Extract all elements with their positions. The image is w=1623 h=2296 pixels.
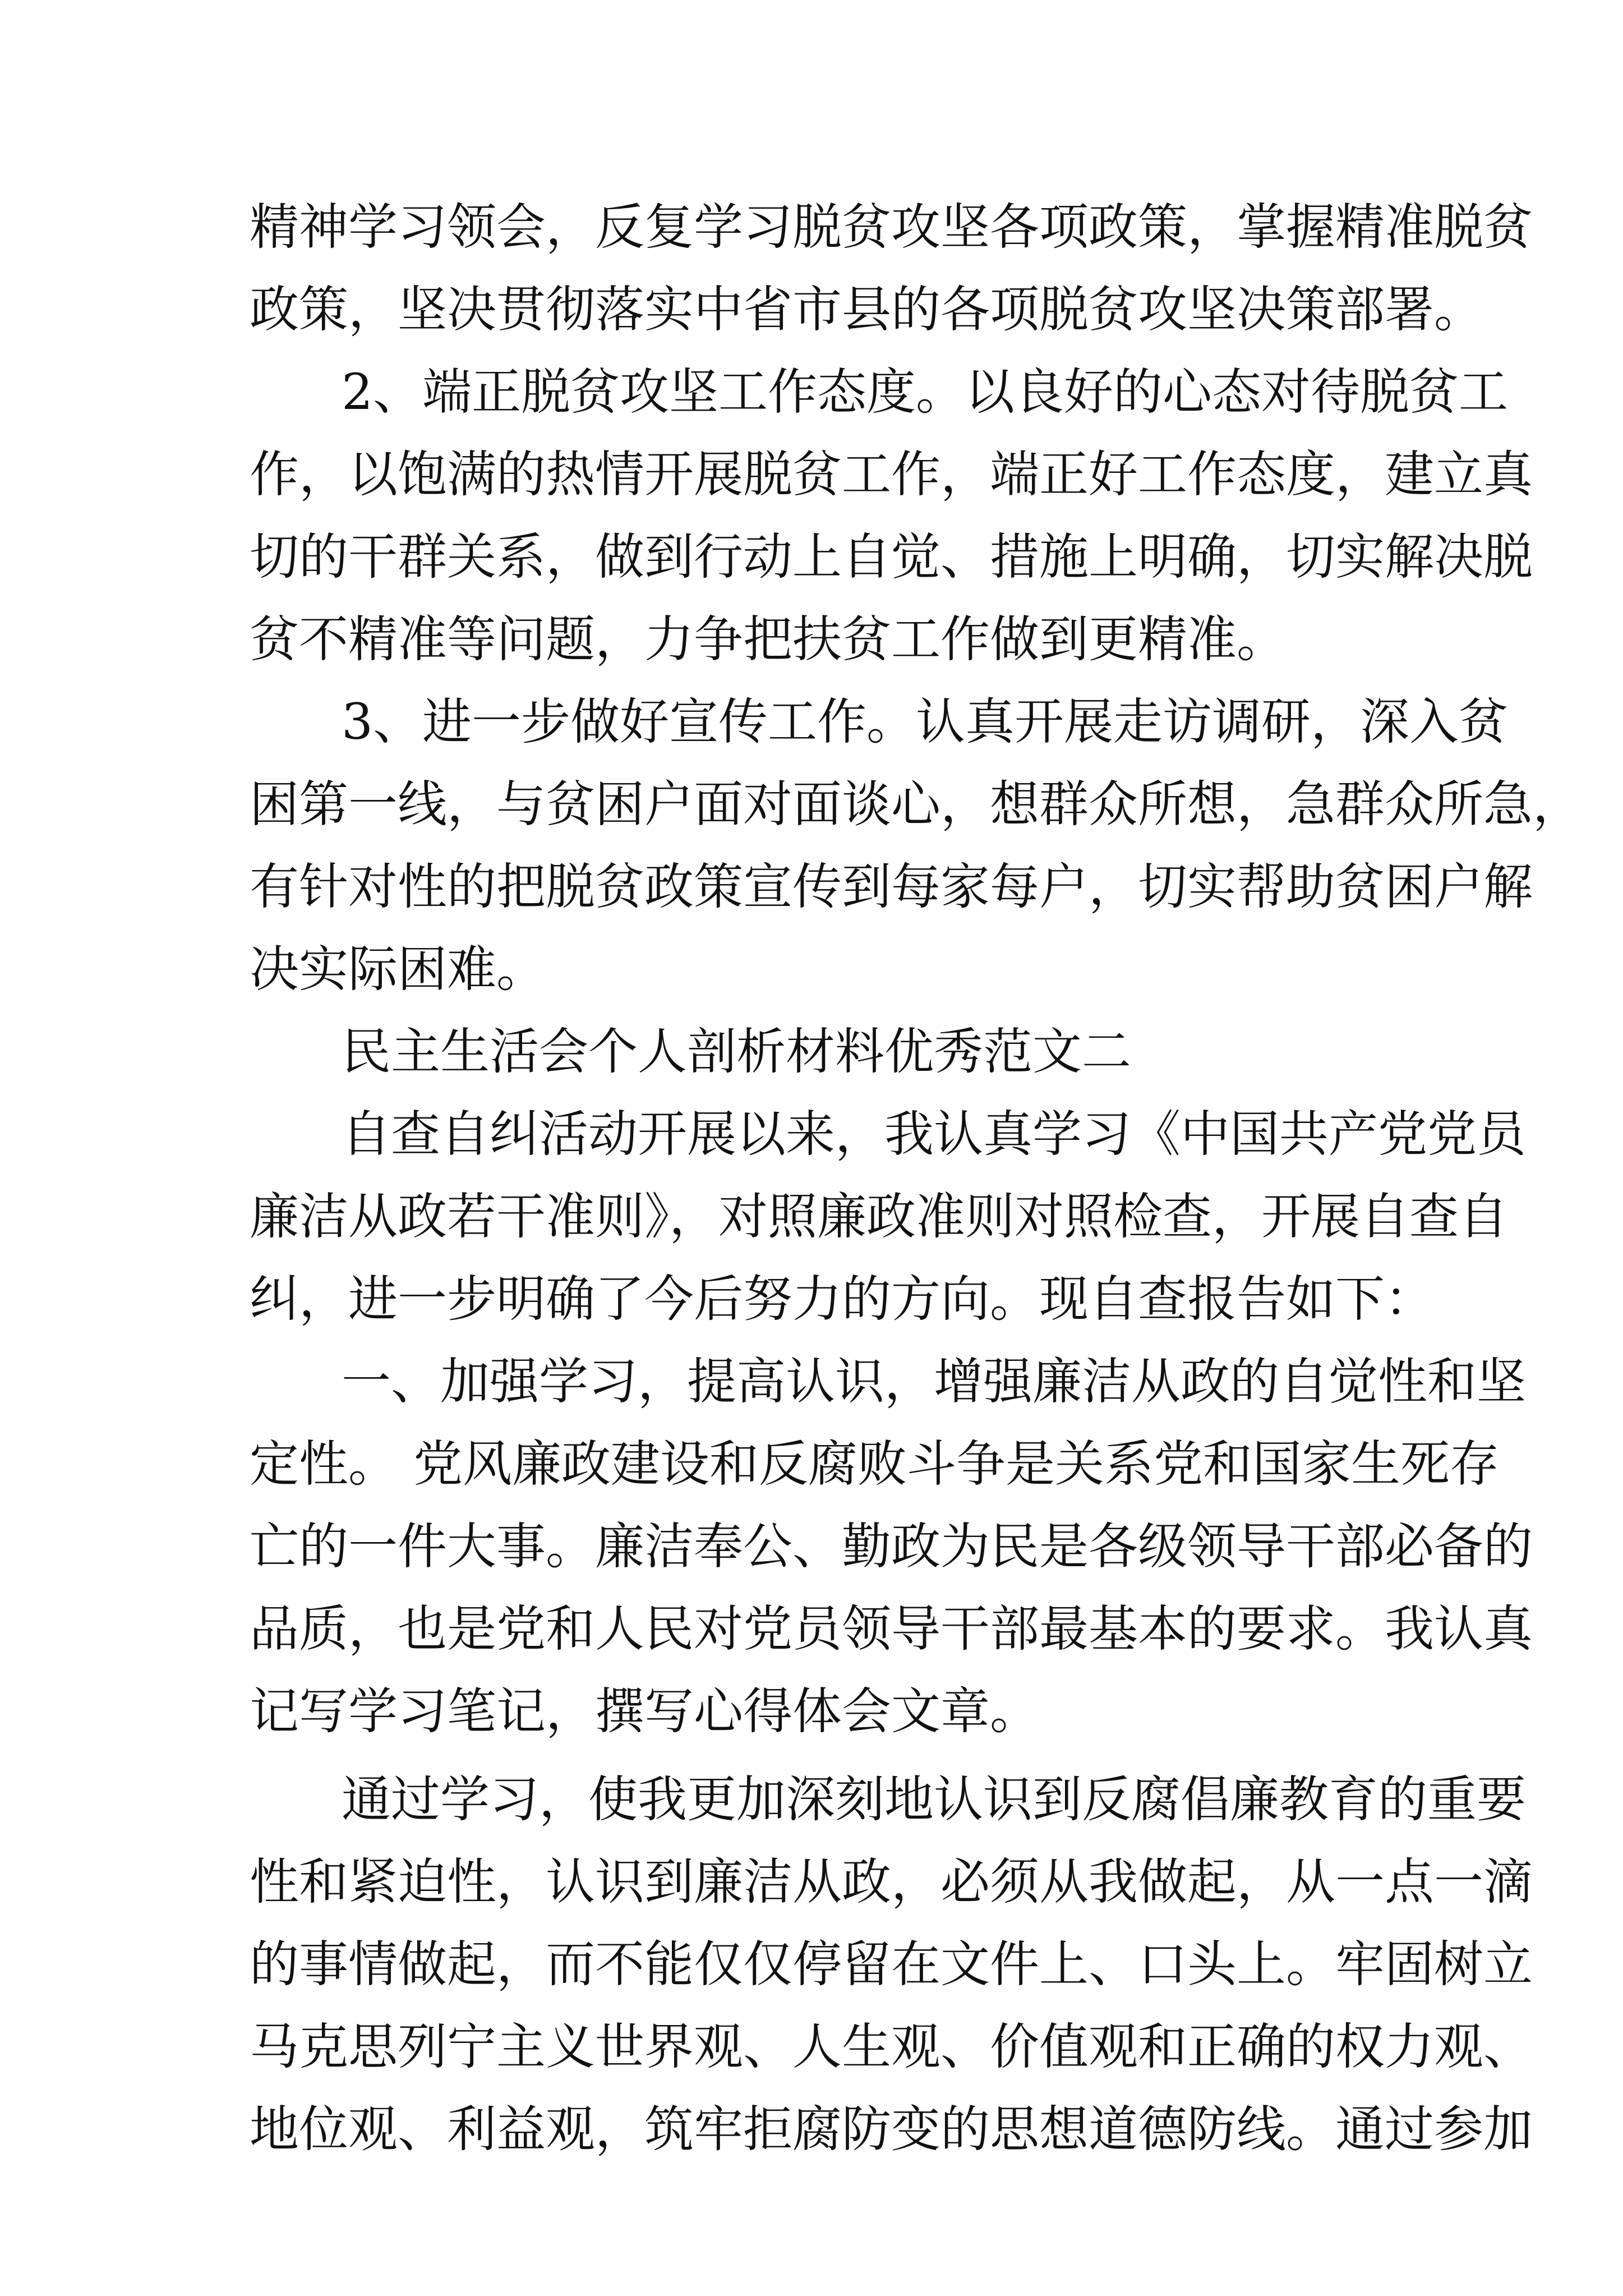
text-line: 切的干群关系，做到行动上自觉、措施上明确，切实解决脱: [250, 528, 1533, 586]
text-line: 马克思列宁主义世界观、人生观、价值观和正确的权力观、: [250, 2018, 1533, 2076]
text-line: 政策，坚决贯彻落实中省市县的各项脱贫攻坚决策部署。: [250, 280, 1484, 338]
text-line: 的事情做起，而不能仅仅停留在文件上、口头上。牢固树立: [250, 1935, 1533, 1993]
text-line: 定性。 党风廉政建设和反腐败斗争是关系党和国家生死存: [250, 1435, 1499, 1493]
text-line: 性和紧迫性，认识到廉洁从政，必须从我做起，从一点一滴: [250, 1853, 1533, 1911]
text-line: 2、端正脱贫攻坚工作态度。以良好的心态对待脱贫工: [342, 363, 1508, 421]
text-line: 贫不精准等问题，力争把扶贫工作做到更精准。: [250, 610, 1287, 668]
text-line: 精神学习领会，反复学习脱贫攻坚各项政策，掌握精准脱贫: [250, 198, 1533, 256]
text-line: 亡的一件大事。廉洁奉公、勤政为民是各级领导干部必备的: [250, 1517, 1533, 1575]
text-line: 自查自纠活动开展以来，我认真学习《中国共产党党员: [342, 1105, 1527, 1163]
text-line: 作，以饱满的热情开展脱贫工作，端正好工作态度，建立真: [250, 445, 1533, 503]
text-line: 纠，进一步明确了今后努力的方向。现自查报告如下：: [250, 1270, 1435, 1328]
text-line: 决实际困难。: [250, 940, 546, 998]
text-line: 3、进一步做好宣传工作。认真开展走访调研，深入贫: [342, 693, 1508, 751]
section-heading: 民主生活会个人剖析材料优秀范文二: [342, 1023, 1132, 1080]
text-line: 品质，也是党和人民对党员领导干部最基本的要求。我认真: [250, 1600, 1533, 1658]
text-line: 有针对性的把脱贫政策宣传到每家每户，切实帮助贫困户解: [250, 858, 1533, 915]
text-line: 通过学习，使我更加深刻地认识到反腐倡廉教育的重要: [342, 1770, 1527, 1828]
text-line: 记写学习笔记，撰写心得体会文章。: [250, 1682, 1040, 1740]
text-line: 一、加强学习，提高认识，增强廉洁从政的自觉性和坚: [342, 1352, 1527, 1410]
text-line: 地位观、利益观，筑牢拒腐防变的思想道德防线。通过参加: [250, 2100, 1533, 2158]
text-line: 困第一线，与贫困户面对面谈心，想群众所想，急群众所急，: [250, 775, 1583, 833]
text-line: 廉洁从政若干准则》，对照廉政准则对照检查，开展自查自: [250, 1188, 1509, 1245]
